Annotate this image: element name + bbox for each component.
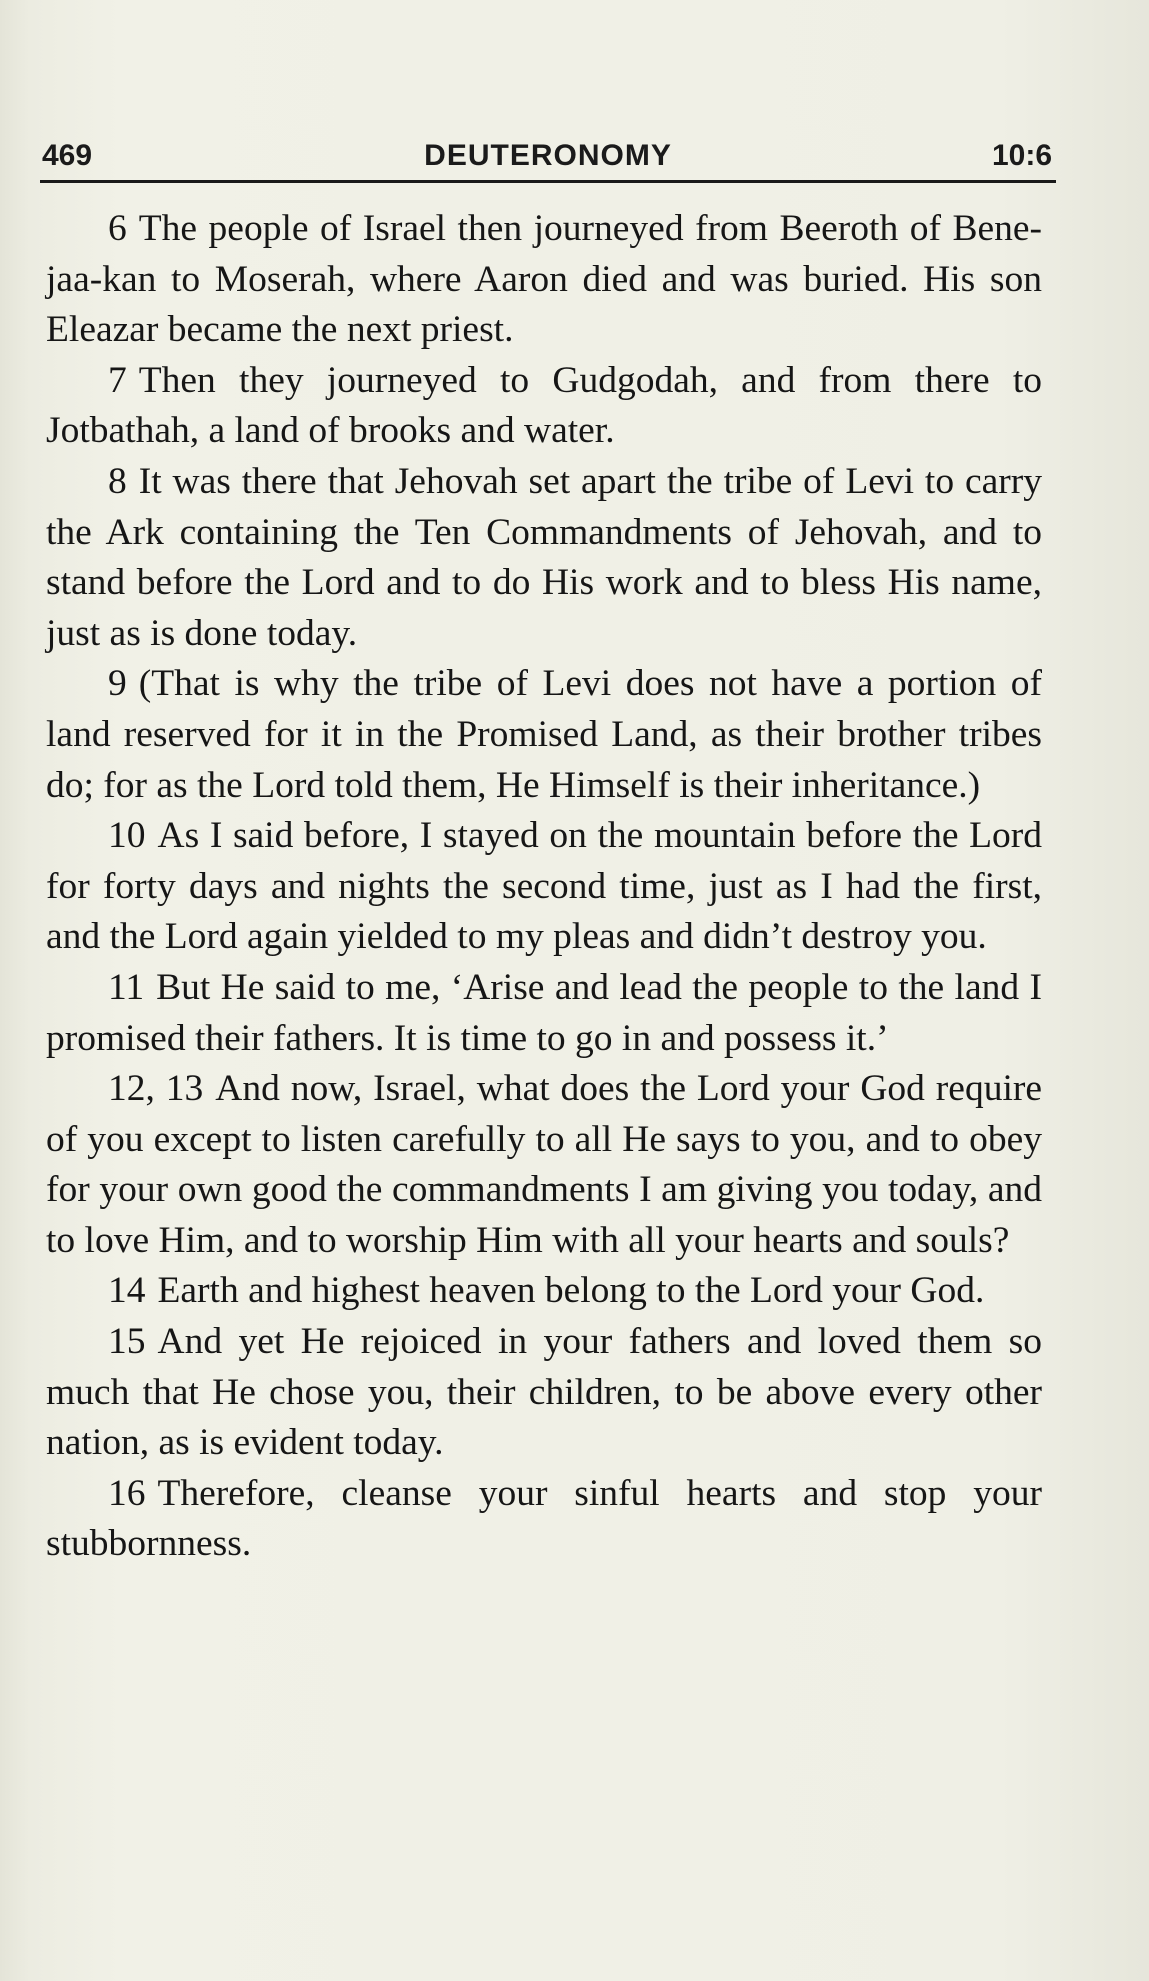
verse-11 [46, 963, 1042, 1064]
verse-text: It was there that Jehovah set apart the tribe of Levi to carry the Ark containing the Ten Commandments of Jehovah, and to stand before the Lord and to do His work and to bless His name, just as is done today. [46, 460, 1042, 654]
verse-8 [46, 457, 1042, 659]
verse-text: (That is why the tribe of Levi does not have a portion of land reserved for it in the Promised Land, as their brother tribes do; for as the Lord told them, He Himself is their inheritance.) [46, 663, 1042, 806]
verse-text: Earth and highest heaven belong to the Lord your God. [157, 1270, 985, 1312]
verse-9 [46, 659, 1042, 811]
verse-10 [46, 811, 1042, 963]
verse-number: 7 [108, 359, 127, 401]
verse-12-13 [46, 1064, 1042, 1266]
verse-text: The people of Israel then journeyed from Beeroth of Bene-jaa-kan to Moserah, where Aaron died and was buried. His son Eleazar became the next priest. [46, 208, 1042, 351]
verse-16 [46, 1469, 1042, 1570]
verse-number: 11 [108, 966, 145, 1008]
verse-text: And now, Israel, what does the Lord your God require of you except to listen carefully to all He says to you, and to obey for your own good the commandments I am giving you today, and to love Him, and to worship Him with all your hearts and souls? [46, 1068, 1042, 1261]
chapter-verse-reference: 10:6 [991, 139, 1052, 172]
verse-text: And yet He rejoiced in your fathers and loved them so much that He chose you, their children, to be above every other nation, as is evident today. [46, 1321, 1042, 1464]
page-number: 469 [42, 139, 93, 172]
verse-7 [46, 356, 1042, 457]
verse-text: As I said before, I stayed on the mountain before the Lord for forty days and nights the second time, just as I had the first, and the Lord again yielded to my pleas and didn’t destroy you. [46, 815, 1042, 958]
verse-14 [46, 1266, 1042, 1317]
verse-number: 10 [108, 815, 146, 857]
verse-text: But He said to me, ‘Arise and lead the people to the land I promised their fathers. It is time to go in and possess it.’ [46, 966, 1042, 1059]
book-title: DEUTERONOMY [424, 139, 672, 172]
verse-text: Then they journeyed to Gudgodah, and from there to Jotbathah, a land of brooks and water. [46, 359, 1042, 452]
verse-number: 15 [108, 1321, 146, 1363]
verse-text: Therefore, cleanse your sinful hearts and stop your stubbornness. [46, 1472, 1042, 1565]
verse-number: 9 [108, 663, 127, 705]
verse-number: 8 [108, 460, 127, 502]
verse-number: 12, 13 [108, 1068, 204, 1110]
verse-number: 6 [108, 208, 127, 249]
verse-6 [46, 204, 1042, 356]
verse-number: 16 [108, 1472, 146, 1514]
scripture-text [46, 204, 1042, 1570]
verse-number: 14 [108, 1270, 146, 1312]
running-header [40, 138, 1056, 183]
verse-15 [46, 1317, 1042, 1469]
